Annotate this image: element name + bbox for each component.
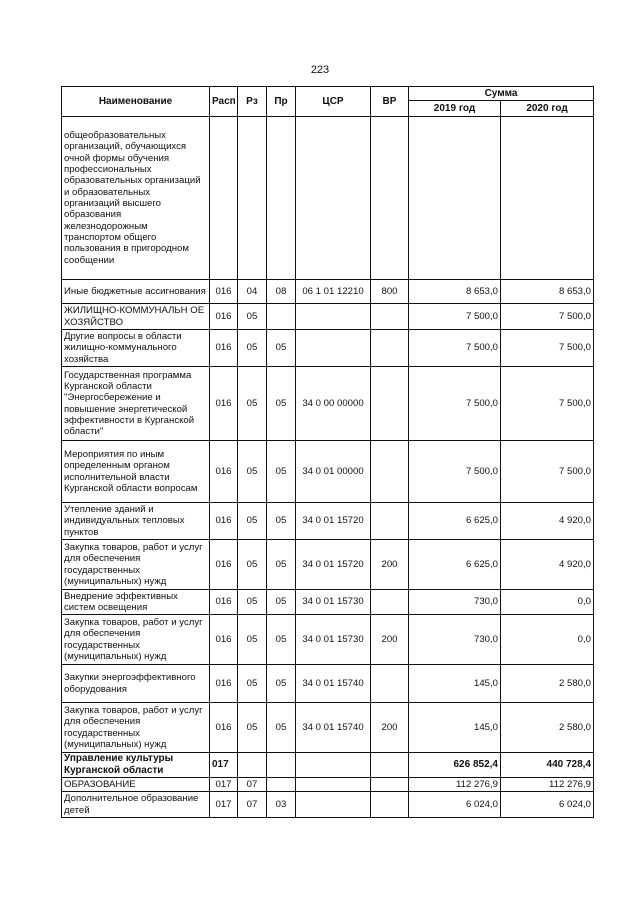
row-rz bbox=[238, 753, 267, 778]
table-row bbox=[62, 280, 594, 304]
table-row bbox=[62, 615, 594, 665]
row-vr bbox=[371, 665, 409, 703]
table-row bbox=[62, 330, 594, 367]
row-rasp: 016 bbox=[210, 280, 238, 304]
row-name: ЖИЛИЩНО-КОММУНАЛЬН ОЕ ХОЗЯЙСТВО bbox=[62, 304, 210, 330]
row-vr bbox=[371, 753, 409, 778]
table-row bbox=[62, 753, 594, 778]
row-sum-2019: 6 625,0 bbox=[409, 503, 501, 540]
row-rz: 05 bbox=[238, 304, 267, 330]
row-rasp: 016 bbox=[210, 540, 238, 590]
header-pr: Пр bbox=[267, 87, 296, 117]
row-csr bbox=[296, 304, 371, 330]
row-name: Закупка товаров, работ и услуг для обеспечения государственных (муниципальных) нужд bbox=[62, 615, 210, 665]
row-vr: 200 bbox=[371, 615, 409, 665]
row-rz: 07 bbox=[238, 778, 267, 792]
header-sum: Сумма bbox=[409, 87, 594, 101]
row-sum-2019: 145,0 bbox=[409, 665, 501, 703]
row-rasp: 016 bbox=[210, 615, 238, 665]
header-2019: 2019 год bbox=[409, 101, 501, 117]
row-vr bbox=[371, 117, 409, 280]
header-csr: ЦСР bbox=[296, 87, 371, 117]
row-pr: 05 bbox=[267, 540, 296, 590]
row-sum-2019: 8 653,0 bbox=[409, 280, 501, 304]
row-rz: 07 bbox=[238, 792, 267, 818]
row-vr bbox=[371, 441, 409, 503]
row-name: Управление культуры Курганской области bbox=[62, 753, 210, 778]
row-rz: 05 bbox=[238, 503, 267, 540]
row-rz: 05 bbox=[238, 615, 267, 665]
row-pr: 05 bbox=[267, 590, 296, 615]
row-rasp: 017 bbox=[210, 792, 238, 818]
row-name: Дополнительное образование детей bbox=[62, 792, 210, 818]
row-rz: 05 bbox=[238, 703, 267, 753]
row-csr: 34 0 01 15720 bbox=[296, 540, 371, 590]
row-vr bbox=[371, 778, 409, 792]
row-sum-2020: 8 653,0 bbox=[501, 280, 594, 304]
row-sum-2019: 145,0 bbox=[409, 703, 501, 753]
row-name: ОБРАЗОВАНИЕ bbox=[62, 778, 210, 792]
row-pr: 05 bbox=[267, 441, 296, 503]
table-row bbox=[62, 792, 594, 818]
row-sum-2020: 7 500,0 bbox=[501, 304, 594, 330]
row-name: Закупки энергоэффективного оборудования bbox=[62, 665, 210, 703]
row-sum-2019 bbox=[409, 117, 501, 280]
table-row bbox=[62, 778, 594, 792]
row-vr: 800 bbox=[371, 280, 409, 304]
row-vr bbox=[371, 367, 409, 441]
row-rasp: 017 bbox=[210, 753, 238, 778]
row-sum-2020: 6 024,0 bbox=[501, 792, 594, 818]
row-name: Иные бюджетные ассигнования bbox=[62, 280, 210, 304]
row-sum-2020: 7 500,0 bbox=[501, 330, 594, 367]
row-pr: 03 bbox=[267, 792, 296, 818]
row-sum-2019: 7 500,0 bbox=[409, 441, 501, 503]
row-vr: 200 bbox=[371, 703, 409, 753]
table-row bbox=[62, 503, 594, 540]
row-rasp: 016 bbox=[210, 367, 238, 441]
row-sum-2020 bbox=[501, 117, 594, 280]
row-vr: 200 bbox=[371, 540, 409, 590]
row-sum-2019: 730,0 bbox=[409, 590, 501, 615]
table-row bbox=[62, 117, 594, 280]
row-csr: 34 0 01 15720 bbox=[296, 503, 371, 540]
row-sum-2019: 730,0 bbox=[409, 615, 501, 665]
header-rz: Рз bbox=[238, 87, 267, 117]
row-pr: 05 bbox=[267, 330, 296, 367]
row-csr: 34 0 01 00000 bbox=[296, 441, 371, 503]
table-row bbox=[62, 304, 594, 330]
table-row bbox=[62, 441, 594, 503]
row-sum-2020: 112 276,9 bbox=[501, 778, 594, 792]
row-name: Закупка товаров, работ и услуг для обеспечения государственных (муниципальных) нужд bbox=[62, 540, 210, 590]
row-sum-2019: 6 024,0 bbox=[409, 792, 501, 818]
row-rz: 05 bbox=[238, 330, 267, 367]
row-pr bbox=[267, 753, 296, 778]
row-csr: 34 0 01 15740 bbox=[296, 703, 371, 753]
row-sum-2020: 440 728,4 bbox=[501, 753, 594, 778]
row-name: Другие вопросы в области жилищно-коммунального хозяйства bbox=[62, 330, 210, 367]
row-csr bbox=[296, 778, 371, 792]
row-vr bbox=[371, 590, 409, 615]
row-pr bbox=[267, 117, 296, 280]
row-sum-2020: 0,0 bbox=[501, 590, 594, 615]
row-rz: 05 bbox=[238, 441, 267, 503]
row-rz bbox=[238, 117, 267, 280]
row-sum-2020: 2 580,0 bbox=[501, 665, 594, 703]
row-pr: 08 bbox=[267, 280, 296, 304]
row-sum-2020: 7 500,0 bbox=[501, 441, 594, 503]
row-csr: 34 0 01 15740 bbox=[296, 665, 371, 703]
row-rasp: 016 bbox=[210, 441, 238, 503]
row-sum-2019: 6 625,0 bbox=[409, 540, 501, 590]
row-pr: 05 bbox=[267, 367, 296, 441]
table-row bbox=[62, 703, 594, 753]
row-csr: 34 0 01 15730 bbox=[296, 615, 371, 665]
row-name: Утепление зданий и индивидуальных тепловых пунктов bbox=[62, 503, 210, 540]
row-rasp: 017 bbox=[210, 778, 238, 792]
row-sum-2020: 7 500,0 bbox=[501, 367, 594, 441]
header-vr: ВР bbox=[371, 87, 409, 117]
row-pr: 05 bbox=[267, 703, 296, 753]
row-vr bbox=[371, 330, 409, 367]
row-rz: 04 bbox=[238, 280, 267, 304]
row-rz: 05 bbox=[238, 665, 267, 703]
row-vr bbox=[371, 792, 409, 818]
row-csr: 34 0 00 00000 bbox=[296, 367, 371, 441]
row-pr: 05 bbox=[267, 615, 296, 665]
row-rasp bbox=[210, 117, 238, 280]
row-vr bbox=[371, 503, 409, 540]
row-name: Мероприятия по иным определенным органом исполнительной власти Курганской области вопросам bbox=[62, 441, 210, 503]
row-sum-2019: 7 500,0 bbox=[409, 330, 501, 367]
row-pr bbox=[267, 778, 296, 792]
row-csr: 34 0 01 15730 bbox=[296, 590, 371, 615]
row-rasp: 016 bbox=[210, 330, 238, 367]
row-rz: 05 bbox=[238, 540, 267, 590]
row-pr: 05 bbox=[267, 665, 296, 703]
header-rasp: Расп bbox=[210, 87, 238, 117]
table-row bbox=[62, 665, 594, 703]
row-pr bbox=[267, 304, 296, 330]
row-name: Внедрение эффективных систем освещения bbox=[62, 590, 210, 615]
row-sum-2020: 4 920,0 bbox=[501, 503, 594, 540]
row-csr bbox=[296, 753, 371, 778]
table-row bbox=[62, 367, 594, 441]
row-name: общеобразовательных организаций, обучающихся очной формы обучения профессиональных образовательных организаций и образовательных организаций высшего образования железнодорожным транспортом общего пользования в пригородном сообщении bbox=[62, 117, 210, 280]
row-name: Закупка товаров, работ и услуг для обеспечения государственных (муниципальных) нужд bbox=[62, 703, 210, 753]
row-rasp: 016 bbox=[210, 590, 238, 615]
row-csr bbox=[296, 117, 371, 280]
row-rz: 05 bbox=[238, 590, 267, 615]
row-csr bbox=[296, 792, 371, 818]
row-sum-2020: 0,0 bbox=[501, 615, 594, 665]
row-sum-2019: 112 276,9 bbox=[409, 778, 501, 792]
row-sum-2019: 7 500,0 bbox=[409, 304, 501, 330]
row-rasp: 016 bbox=[210, 503, 238, 540]
row-rasp: 016 bbox=[210, 665, 238, 703]
table-row bbox=[62, 590, 594, 615]
row-sum-2020: 2 580,0 bbox=[501, 703, 594, 753]
budget-table bbox=[61, 86, 594, 818]
row-rasp: 016 bbox=[210, 703, 238, 753]
row-csr bbox=[296, 330, 371, 367]
row-vr bbox=[371, 304, 409, 330]
row-sum-2020: 4 920,0 bbox=[501, 540, 594, 590]
row-rasp: 016 bbox=[210, 304, 238, 330]
table-row bbox=[62, 540, 594, 590]
row-rz: 05 bbox=[238, 367, 267, 441]
header-name: Наименование bbox=[62, 87, 210, 117]
header-2020: 2020 год bbox=[501, 101, 594, 117]
row-csr: 06 1 01 12210 bbox=[296, 280, 371, 304]
page-number: 223 bbox=[310, 64, 330, 76]
row-sum-2019: 626 852,4 bbox=[409, 753, 501, 778]
row-name: Государственная программа Курганской области "Энергосбережение и повышение энергетической эффективности в Курганской области" bbox=[62, 367, 210, 441]
row-pr: 05 bbox=[267, 503, 296, 540]
row-sum-2019: 7 500,0 bbox=[409, 367, 501, 441]
